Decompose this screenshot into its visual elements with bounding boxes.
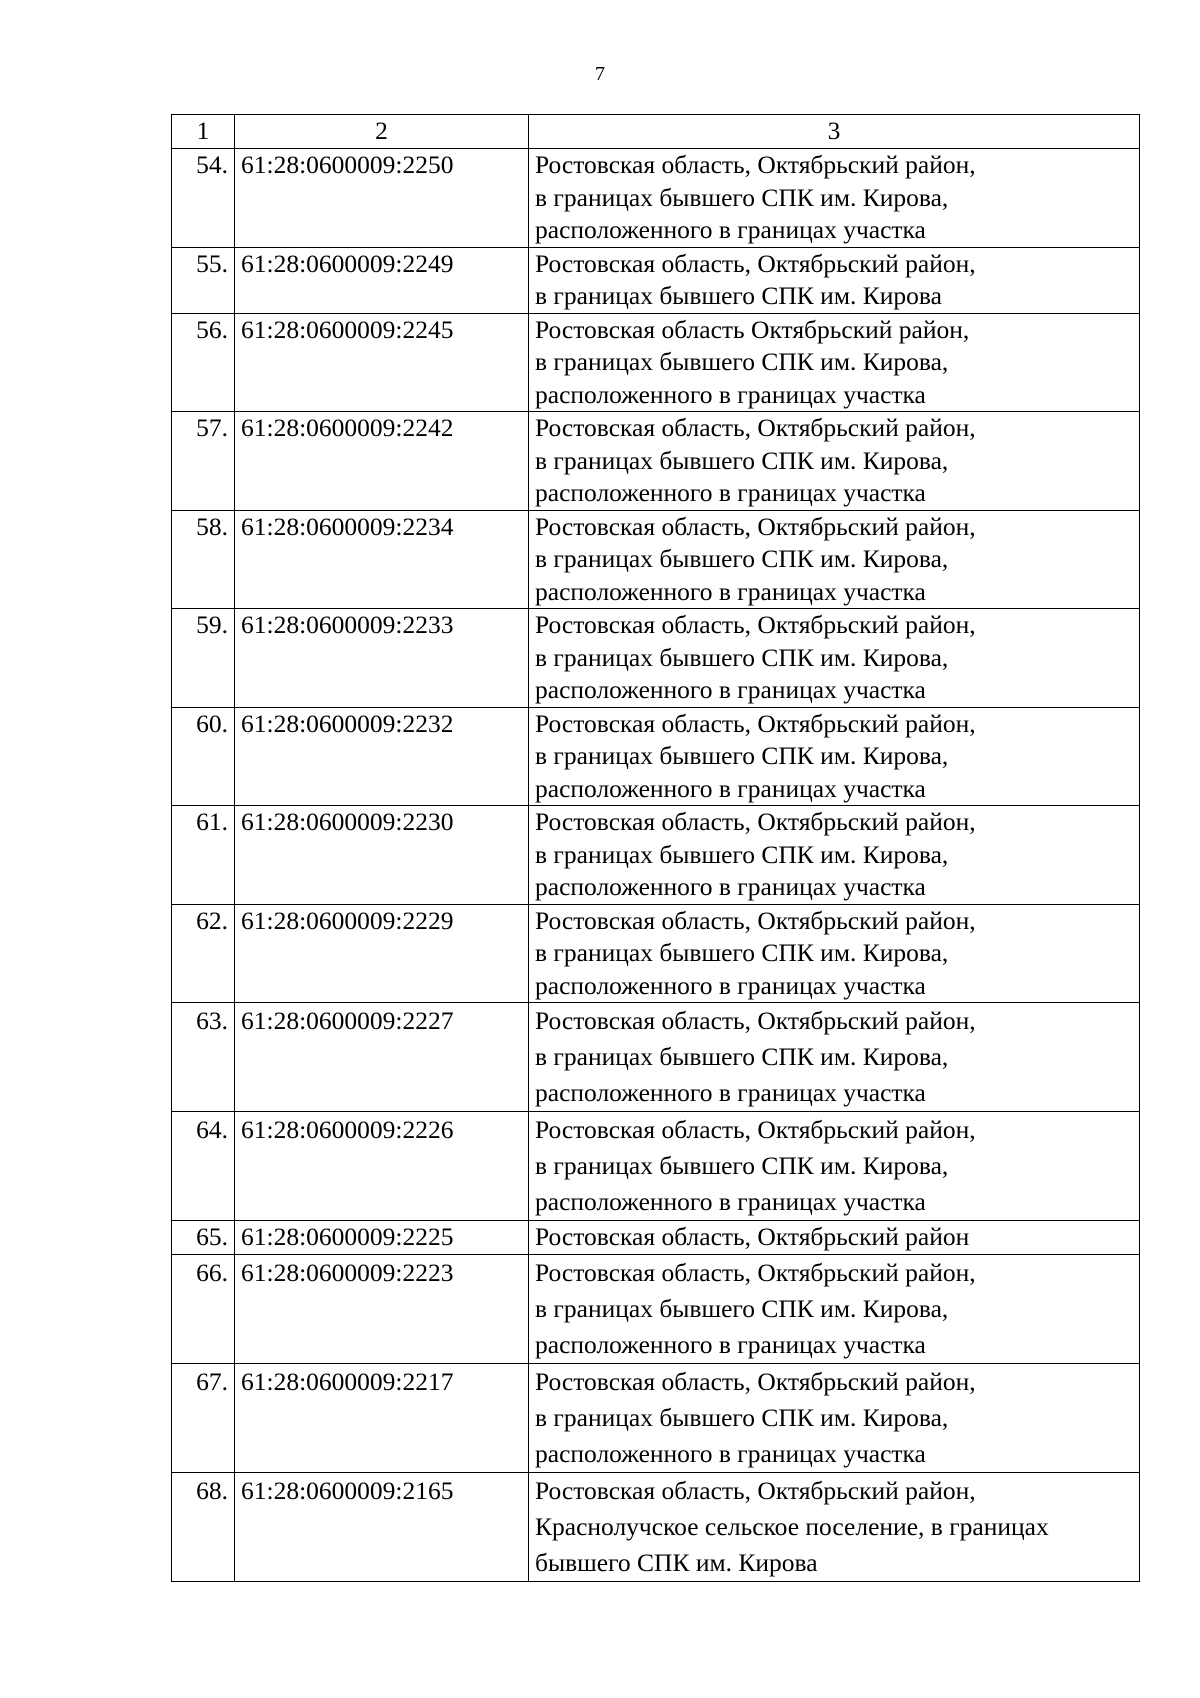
address-line: Ростовская область, Октябрьский район, (535, 1115, 976, 1144)
row-number: 58. (172, 510, 235, 609)
address-cell (529, 1472, 1140, 1581)
address-line: Ростовская область, Октябрьский район, (535, 807, 976, 836)
address-cell (529, 806, 1140, 905)
row-number: 64. (172, 1112, 235, 1221)
column-header-cadastral: 2 (235, 115, 529, 149)
address-line: расположенного в границах участка (535, 1078, 926, 1107)
address-cell (529, 1254, 1140, 1363)
address-line: в границах бывшего СПК им. Кирова, (535, 1151, 949, 1180)
row-number: 55. (172, 247, 235, 313)
address-cell (529, 904, 1140, 1003)
table-row (172, 247, 1140, 313)
land-plot-table (171, 114, 1140, 1582)
cadastral-number: 61:28:0600009:2249 (235, 247, 529, 313)
address-cell (529, 609, 1140, 708)
table-row (172, 1254, 1140, 1363)
address-line: Ростовская область, Октябрьский район, (535, 1475, 976, 1505)
table-row (172, 1221, 1140, 1255)
address-line: расположенного в границах участка (535, 1438, 926, 1468)
row-number: 61. (172, 806, 235, 905)
row-number: 68. (172, 1472, 235, 1581)
address-line: бывшего СПК им. Кирова (535, 1547, 818, 1577)
cadastral-number: 61:28:0600009:2230 (235, 806, 529, 905)
address-cell (529, 149, 1140, 248)
address-cell (529, 707, 1140, 806)
address-line: расположенного в границах участка (535, 970, 926, 1000)
address-line: расположенного в границах участка (535, 215, 926, 244)
address-line: Ростовская область, Октябрьский район, (535, 413, 976, 442)
row-number: 62. (172, 904, 235, 1003)
address-line: Ростовская область, Октябрьский район, (535, 905, 976, 935)
table-row (172, 707, 1140, 806)
address-line: Ростовская область, Октябрьский район, (535, 150, 976, 179)
address-line: Ростовская область, Октябрьский район, (535, 511, 976, 541)
row-number: 66. (172, 1254, 235, 1363)
address-line: Краснолучское сельское поселение, в границах (535, 1511, 1049, 1541)
row-number: 59. (172, 609, 235, 708)
address-line: в границах бывшего СПК им. Кирова, (535, 182, 949, 212)
address-line: расположенного в границах участка (535, 576, 926, 606)
cadastral-number: 61:28:0600009:2227 (235, 1003, 529, 1112)
table-row (172, 1472, 1140, 1581)
table-row (172, 149, 1140, 248)
table-row (172, 806, 1140, 905)
cadastral-number: 61:28:0600009:2225 (235, 1221, 529, 1255)
cadastral-number: 61:28:0600009:2217 (235, 1363, 529, 1472)
address-line: Ростовская область, Октябрьский район (535, 1222, 970, 1251)
address-line: в границах бывшего СПК им. Кирова, (535, 642, 949, 672)
row-number: 54. (172, 149, 235, 248)
column-header-address: 3 (529, 115, 1140, 149)
address-line: Ростовская область, Октябрьский район, (535, 1366, 976, 1396)
row-number: 60. (172, 707, 235, 806)
address-line: в границах бывшего СПК им. Кирова, (535, 839, 949, 869)
table-row (172, 1112, 1140, 1221)
address-line: Ростовская область, Октябрьский район, (535, 248, 976, 278)
address-line: в границах бывшего СПК им. Кирова, (535, 741, 949, 770)
address-line: расположенного в границах участка (535, 675, 926, 704)
address-cell (529, 1112, 1140, 1221)
table-header (172, 115, 1140, 149)
cadastral-number: 61:28:0600009:2165 (235, 1472, 529, 1581)
table-row (172, 904, 1140, 1003)
table-row (172, 609, 1140, 708)
cadastral-number: 61:28:0600009:2229 (235, 904, 529, 1003)
address-line: Ростовская область, Октябрьский район, (535, 1006, 976, 1035)
table-row (172, 1363, 1140, 1472)
address-line: расположенного в границах участка (535, 379, 926, 409)
page-number: 7 (595, 63, 605, 85)
table-body (172, 149, 1140, 1582)
address-line: в границах бывшего СПК им. Кирова, (535, 938, 949, 967)
address-cell (529, 247, 1140, 313)
address-cell (529, 313, 1140, 412)
address-line: в границах бывшего СПК им. Кирова, (535, 1042, 949, 1071)
cadastral-number: 61:28:0600009:2245 (235, 313, 529, 412)
row-number: 65. (172, 1221, 235, 1255)
table-row (172, 412, 1140, 511)
column-header-number: 1 (172, 115, 235, 149)
header-row (172, 115, 1140, 149)
cadastral-number: 61:28:0600009:2233 (235, 609, 529, 708)
address-line: расположенного в границах участка (535, 478, 926, 507)
address-line: в границах бывшего СПК им. Кирова, (535, 1293, 949, 1323)
address-cell (529, 510, 1140, 609)
address-line: Ростовская область, Октябрьский район, (535, 1257, 976, 1287)
address-line: в границах бывшего СПК им. Кирова, (535, 544, 949, 573)
cadastral-number: 61:28:0600009:2232 (235, 707, 529, 806)
address-line: расположенного в границах участка (535, 773, 926, 803)
address-line: в границах бывшего СПК им. Кирова, (535, 347, 949, 376)
table-row (172, 1003, 1140, 1112)
address-line: расположенного в границах участка (535, 1187, 926, 1216)
address-line: в границах бывшего СПК им. Кирова, (535, 1402, 949, 1432)
row-number: 57. (172, 412, 235, 511)
cadastral-number: 61:28:0600009:2226 (235, 1112, 529, 1221)
address-line: Ростовская область Октябрьский район, (535, 314, 970, 344)
address-cell (529, 1003, 1140, 1112)
address-line: Ростовская область, Октябрьский район, (535, 708, 976, 738)
address-cell (529, 412, 1140, 511)
cadastral-number: 61:28:0600009:2234 (235, 510, 529, 609)
address-line: расположенного в границах участка (535, 1329, 926, 1359)
address-line: в границах бывшего СПК им. Кирова (535, 281, 942, 310)
row-number: 67. (172, 1363, 235, 1472)
cadastral-number: 61:28:0600009:2223 (235, 1254, 529, 1363)
address-line: расположенного в границах участка (535, 872, 926, 901)
row-number: 56. (172, 313, 235, 412)
table-row (172, 313, 1140, 412)
address-cell (529, 1363, 1140, 1472)
row-number: 63. (172, 1003, 235, 1112)
table-row (172, 510, 1140, 609)
address-line: в границах бывшего СПК им. Кирова, (535, 445, 949, 475)
address-line: Ростовская область, Октябрьский район, (535, 610, 976, 639)
cadastral-number: 61:28:0600009:2242 (235, 412, 529, 511)
address-cell (529, 1221, 1140, 1255)
cadastral-number: 61:28:0600009:2250 (235, 149, 529, 248)
